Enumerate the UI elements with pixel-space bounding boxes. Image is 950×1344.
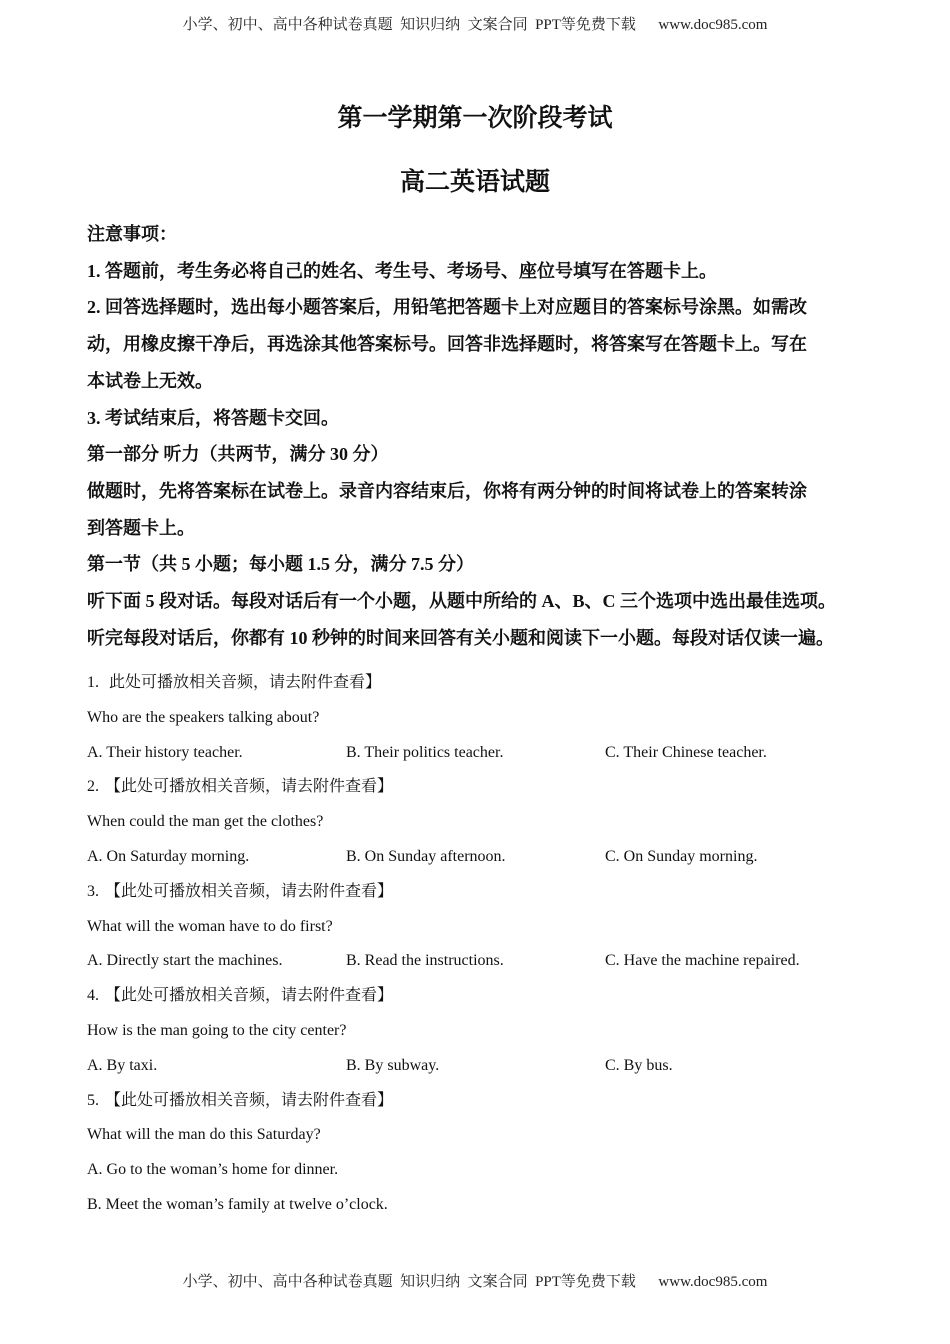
part-heading: 第一部分 听力（共两节，满分 30 分） <box>87 444 389 465</box>
question-text: How is the man going to the city center? <box>87 1021 347 1039</box>
question-number: 2. <box>87 778 99 796</box>
option-a: A. Go to the woman’s home for dinner. <box>87 1161 339 1179</box>
question-audio-line <box>87 772 887 807</box>
question-audio-line <box>87 981 887 1016</box>
section-heading: 第一节（共 5 小题；每小题 1.5 分，满分 7.5 分） <box>87 554 474 575</box>
exam-title: 第一学期第一次阶段考试 <box>337 105 613 132</box>
page-footer: 小学、初中、高中各种试卷真题 知识归纳 文案合同 PPT等免费下载 www.doc985.com <box>182 1274 768 1290</box>
option-a: A. Their history teacher. <box>87 743 243 761</box>
option-b: B. Their politics teacher. <box>346 743 504 761</box>
part-description: 做题时，先将答案标在试卷上。录音内容结束后，你将有两分钟的时间将试卷上的答案转涂 <box>87 480 807 501</box>
instructions <box>87 216 887 656</box>
question-audio-line <box>87 877 887 912</box>
question-audio-line <box>87 668 887 703</box>
audio-placeholder-link[interactable]: 此处可播放相关音频，请去附件查看】 <box>109 674 382 691</box>
instructions-heading: 注意事项： <box>87 224 177 244</box>
audio-placeholder-link[interactable]: 【此处可播放相关音频，请去附件查看】 <box>105 882 394 900</box>
question-list <box>87 668 887 1225</box>
question-number: 5. <box>87 1091 99 1109</box>
option-b: B. On Sunday afternoon. <box>346 847 506 865</box>
question-number: 3. <box>87 882 99 900</box>
option-c: C. Their Chinese teacher. <box>605 743 767 761</box>
option-a: A. By taxi. <box>87 1056 158 1074</box>
instruction-item: 1. 答题前，考生务必将自己的姓名、考生号、考场号、座位号填写在答题卡上。 <box>87 260 717 281</box>
option-row <box>87 738 887 773</box>
question-text: What will the woman have to do first? <box>87 917 333 935</box>
option-row <box>87 842 887 877</box>
question-number: 1. <box>87 674 99 691</box>
option-a: A. On Saturday morning. <box>87 847 250 865</box>
question-audio-line <box>87 1086 887 1121</box>
section-description: 听完每段对话后，你都有 10 秒钟的时间来回答有关小题和阅读下一小题。每段对话仅读一遍。 <box>87 627 834 648</box>
option-b: B. By subway. <box>346 1056 440 1074</box>
audio-placeholder-link[interactable]: 【此处可播放相关音频，请去附件查看】 <box>105 778 394 796</box>
part-description: 到答题卡上。 <box>87 517 195 538</box>
audio-placeholder-link[interactable]: 【此处可播放相关音频，请去附件查看】 <box>105 987 394 1005</box>
instruction-item: 2. 回答选择题时，选出每小题答案后，用铅笔把答题卡上对应题目的答案标号涂黑。如需改 <box>87 297 807 318</box>
instruction-item: 本试卷上无效。 <box>87 370 213 391</box>
option-c: C. Have the machine repaired. <box>605 952 800 970</box>
instruction-item: 动，用橡皮擦干净后，再选涂其他答案标号。回答非选择题时，将答案写在答题卡上。写在 <box>87 334 807 355</box>
option-c: C. On Sunday morning. <box>605 847 758 865</box>
page-header: 小学、初中、高中各种试卷真题 知识归纳 文案合同 PPT等免费下载 www.doc985.com <box>182 17 768 33</box>
question-text: When could the man get the clothes? <box>87 813 324 831</box>
option-a: A. Directly start the machines. <box>87 952 283 970</box>
section-description: 听下面 5 段对话。每段对话后有一个小题，从题中所给的 A、B、C 三个选项中选出最佳选项。 <box>87 591 836 612</box>
exam-subtitle: 高二英语试题 <box>399 169 550 196</box>
question-text: Who are the speakers talking about? <box>87 708 320 726</box>
option-c: C. By bus. <box>605 1056 673 1074</box>
option-b: B. Read the instructions. <box>346 952 504 970</box>
question-text: What will the man do this Saturday? <box>87 1126 321 1144</box>
audio-placeholder-link[interactable]: 【此处可播放相关音频，请去附件查看】 <box>105 1091 394 1109</box>
option-row <box>87 1051 887 1086</box>
option-b: B. Meet the woman’s family at twelve o’clock. <box>87 1195 388 1213</box>
instruction-item: 3. 考试结束后，将答题卡交回。 <box>87 407 339 428</box>
question-number: 4. <box>87 987 99 1005</box>
option-row <box>87 946 887 981</box>
